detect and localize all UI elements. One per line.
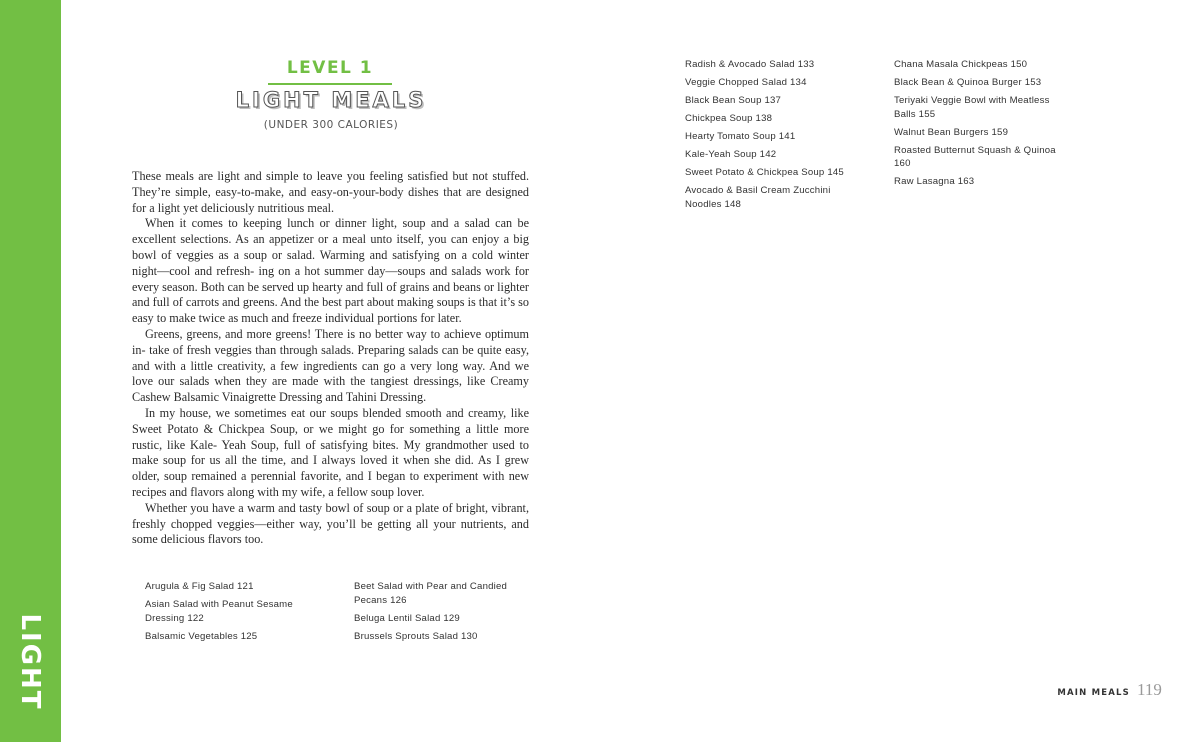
recipe-entry: Veggie Chopped Salad 134 [685,77,807,88]
recipe-entry: Beluga Lentil Salad 129 [354,612,460,624]
recipe-entry: Brussels Sprouts Salad 130 [354,630,478,642]
recipe-entry: Teriyaki Veggie Bowl with Meatless Balls 155 [894,95,1050,120]
recipe-entry: Chana Masala Chickpeas 150 [894,59,1028,70]
running-footer: MAIN MEALS [1057,688,1130,698]
level-label: LEVEL 1 [286,58,374,78]
paragraph: Whether you have a warm and tasty bowl of soup or a plate of bright, vibrant, freshly chopped veggies—either way, you’ll be getting all your nutrients, and some delicious flavors too. [132,500,529,547]
recipe-entry: Sweet Potato & Chickpea Soup 145 [685,167,844,178]
recipe-entry: Asian Salad with Peanut Sesame Dressing 122 [145,599,293,624]
level-divider [268,83,392,85]
recipe-entry: Radish & Avocado Salad 133 [685,59,815,70]
recipe-entry: Black Bean Soup 137 [685,95,782,106]
paragraph: Greens, greens, and more greens! There is no better way to achieve optimum in- take of fresh veggies than through salads. Preparing salads can be quite easy, and with a little creativity, a few ingredients can go a very long way. And we love our salads when they are made with the tangiest dressings, like Creamy Cashew Balsamic Vinaigrette Dressing and Tahini Dressing. [132,326,529,405]
paragraph: In my house, we sometimes eat our soups blended smooth and creamy, like Sweet Potato & Chickpea Soup, or we might go for something a little more rustic, like Kale- Yeah Soup, full of satisfying bites. My grandmother used to make soup for us all the time, and I always loved it when she did. As I grew older, soup remained a perennial favorite, and I began to experiment with new recipes and flavors along with my wife, a fellow soup lover. [132,405,529,499]
recipe-entry: Avocado & Basil Cream Zucchini Noodles 148 [685,185,831,210]
recipe-entry: Roasted Butternut Squash & Quinoa 160 [894,144,1056,169]
recipe-list-column-3 [685,58,855,216]
recipe-entry: Beet Salad with Pear and Candied Pecans 126 [354,581,508,606]
section-label: LIGHT [15,613,45,711]
recipe-entry: Raw Lasagna 163 [894,176,975,187]
recipe-entry: Black Bean & Quinoa Burger 153 [894,77,1042,88]
recipe-entry: Chickpea Soup 138 [685,113,773,124]
page-number: 119 [1137,680,1162,699]
calorie-subtitle: (UNDER 300 CALORIES) [263,119,399,131]
recipe-entry: Hearty Tomato Soup 141 [685,131,796,142]
recipe-list-column-4 [894,58,1064,193]
recipe-list-column-1 [145,580,315,648]
section-sidebar [0,0,61,742]
paragraph: When it comes to keeping lunch or dinner light, soup and a salad can be excellent selections. As an appetizer or a meal unto itself, you can enjoy a big bowl of veggies as a soup or salad. Warming and satisfying on a cold winter night—cool and refresh- ing on a hot summer day—soups and salads work for every season. Both can be served up hearty and full of grains and beans or lighter and full of carrots and greens. And the best part about making soups is that it’s so easy to make twice as much and freeze individual portions for later. [132,216,529,326]
recipe-entry: Walnut Bean Burgers 159 [894,126,1009,138]
paragraph: These meals are light and simple to leave you feeling satisfied but not stuffed. They’re simple, easy-to-make, and easy-on-your-body dishes that are designed for a light yet deliciously nutritious meal. [132,169,529,215]
recipe-entry: Kale-Yeah Soup 142 [685,149,777,160]
intro-text [132,169,529,548]
recipe-entry: Arugula & Fig Salad 121 [145,581,254,592]
page-title: LIGHT MEALS [235,88,427,112]
recipe-list-column-2 [354,580,524,648]
recipe-entry: Balsamic Vegetables 125 [145,630,258,642]
